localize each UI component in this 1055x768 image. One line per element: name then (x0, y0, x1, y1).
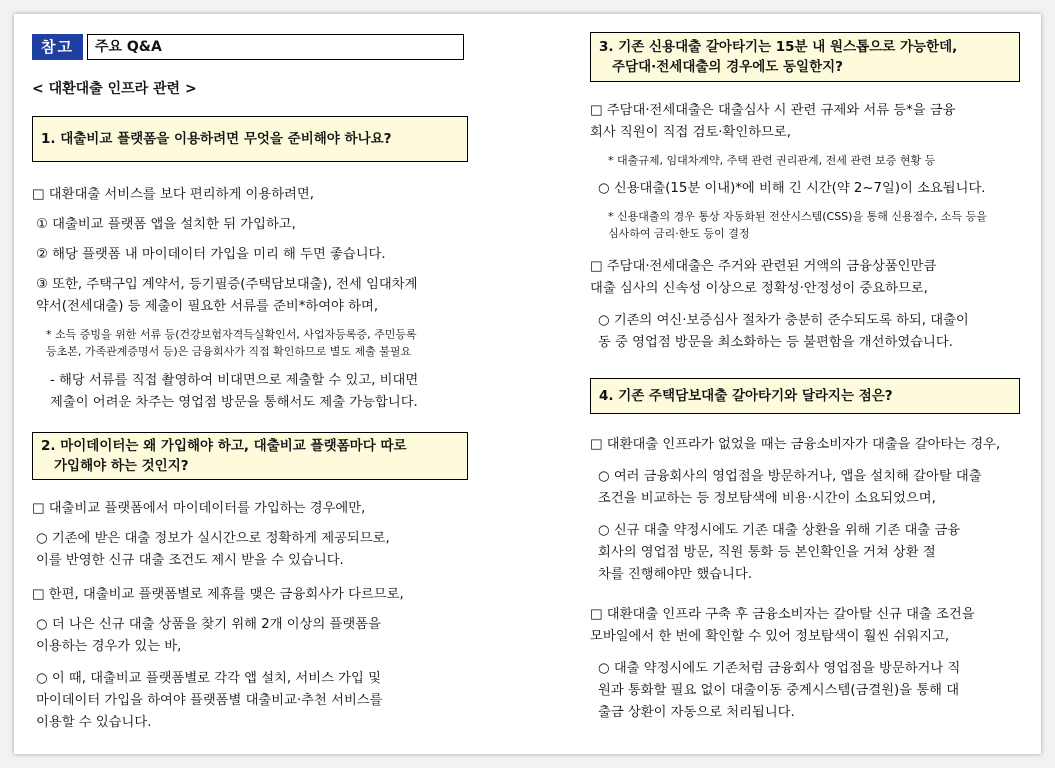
text-line: □ 대환대출 인프라 구축 후 금융소비자는 갈아탈 신규 대출 조건을 (590, 607, 975, 622)
question-2: 2. 마이데이터는 왜 가입해야 하고, 대출비교 플랫폼마다 따로 가입해야 하는 것인지? (32, 432, 468, 480)
text-line: * 대출규제, 임대차계약, 주택 관련 권리관계, 전세 관련 보증 현황 등 (608, 154, 936, 167)
text-line: □ 대환대출 서비스를 보다 편리하게 이용하려면, (32, 187, 314, 202)
footnote-income-docs (46, 326, 417, 360)
question-3: 3. 기존 신용대출 갈아타기는 15분 내 원스톱으로 가능한데, 주담대·전세대출의 경우에도 동일한지? (590, 32, 1020, 82)
text-line: 대출 심사의 신속성 이상으로 정확성·안정성이 중요하므로, (590, 281, 928, 296)
text-line: ○ 신규 대출 약정시에도 기존 대출 상환을 위해 기존 대출 금융 (598, 523, 961, 538)
text-line: □ 대출비교 플랫폼에서 마이데이터를 가입하는 경우에만, (32, 501, 366, 516)
paragraph-intro (32, 184, 314, 206)
text-line: 원과 통화할 필요 없이 대출이동 중계시스템(금결원)을 통해 대 (598, 683, 960, 698)
section-label: < 대환대출 인프라 관련 > (32, 81, 197, 97)
text-line: 약서(전세대출) 등 제출이 필요한 서류를 준비*하여야 하며, (36, 299, 379, 314)
paragraph-repayment-process (598, 520, 960, 586)
text-line: 차를 진행해야만 했습니다. (598, 567, 752, 582)
paragraph-mortgage-review (590, 100, 956, 144)
text-line: 이를 반영한 신규 대출 조건도 제시 받을 수 있습니다. (36, 553, 344, 568)
step-2 (36, 244, 386, 266)
text-line: ③ 또한, 주택구입 계약서, 등기필증(주택담보대출), 전세 임대차계 (36, 277, 418, 292)
text-line: ○ 대출 약정시에도 기존처럼 금융회사 영업점을 방문하거나 직 (598, 661, 961, 676)
text-line: 마이데이터 가입을 하여야 플랫폼별 대출비교·추천 서비스를 (36, 693, 383, 708)
text-line: ② 해당 플랫폼 내 마이데이터 가입을 미리 해 두면 좋습니다. (36, 247, 386, 262)
text-line: * 신용대출의 경우 통상 자동화된 전산시스템(CSS)을 통해 신용점수, 소득 등을 (608, 210, 987, 223)
text-line: 심사하여 금리·한도 등이 결정 (608, 227, 750, 240)
paragraph-time-required (598, 178, 986, 200)
text-line: 출금 상환이 자동으로 처리됩니다. (598, 705, 795, 720)
paragraph-mydata (32, 498, 365, 520)
paragraph-realtime-info (36, 528, 390, 572)
text-line: □ 주담대·전세대출은 주거와 관련된 거액의 금융상품인만큼 (590, 259, 937, 274)
text-line: ○ 이 때, 대출비교 플랫폼별로 각각 앱 설치, 서비스 가입 및 (36, 671, 381, 686)
footnote-credit-loan (608, 208, 987, 242)
step-1 (36, 214, 296, 236)
text-line: 제출이 어려운 차주는 영업점 방문을 통해서도 제출 가능합니다. (50, 395, 418, 410)
page-title: 주요 Q&A (87, 34, 464, 60)
text-line: ○ 더 나은 신규 대출 상품을 찾기 위해 2개 이상의 플랫폼을 (36, 617, 381, 632)
text-line: 회사의 영업점 방문, 직원 통화 등 본인확인을 거쳐 상환 절 (598, 545, 936, 560)
paragraph-improvements (598, 310, 969, 354)
paragraph-partners (32, 584, 404, 606)
text-line: 모바일에서 한 번에 확인할 수 있어 정보탐색이 훨씬 쉬워지고, (590, 629, 950, 644)
text-line: 회사 직원이 직접 검토·확인하므로, (590, 125, 791, 140)
text-line: - 해당 서류를 직접 촬영하여 비대면으로 제출할 수 있고, 비대면 (50, 373, 419, 388)
document-page (14, 14, 1041, 754)
paragraph-accuracy (590, 256, 936, 300)
footnote-regulations (608, 152, 935, 169)
page-header (32, 34, 464, 60)
paragraph-before-infra (590, 434, 1000, 456)
reference-tag: 참고 (32, 34, 83, 60)
text-line: 이용할 수 있습니다. (36, 715, 152, 730)
text-line: ○ 여러 금융회사의 영업점을 방문하거나, 앱을 설치해 갈아탈 대출 (598, 469, 982, 484)
step-3 (36, 274, 417, 318)
text-line: ○ 기존에 받은 대출 정보가 실시간으로 정확하게 제공되므로, (36, 531, 390, 546)
question-1: 1. 대출비교 플랫폼을 이용하려면 무엇을 준비해야 하나요? (32, 116, 468, 162)
paragraph-multiple-platforms (36, 614, 381, 658)
text-line: ○ 기존의 여신·보증심사 절차가 충분히 준수되도록 하되, 대출이 (598, 313, 969, 328)
text-line: □ 한편, 대출비교 플랫폼별로 제휴를 맺은 금융회사가 다르므로, (32, 587, 404, 602)
text-line: □ 대환대출 인프라가 없었을 때는 금융소비자가 대출을 갈아타는 경우, (590, 437, 1001, 452)
paragraph-app-install (36, 668, 382, 734)
paragraph-submission (50, 370, 418, 414)
text-line: 동 중 영업점 방문을 최소화하는 등 불편함을 개선하였습니다. (598, 335, 953, 350)
text-line: 이용하는 경우가 있는 바, (36, 639, 182, 654)
text-line: 등초본, 가족관계증명서 등)은 금융회사가 직접 확인하므로 별도 제출 불필요 (46, 345, 412, 358)
paragraph-auto-repayment (598, 658, 960, 724)
text-line: * 소득 증빙을 위한 서류 등(건강보험자격득실확인서, 사업자등록증, 주민등록 (46, 328, 417, 341)
paragraph-search-cost (598, 466, 982, 510)
text-line: □ 주담대·전세대출은 대출심사 시 관련 규제와 서류 등*을 금융 (590, 103, 956, 118)
text-line: ① 대출비교 플랫폼 앱을 설치한 뒤 가입하고, (36, 217, 296, 232)
question-4: 4. 기존 주택담보대출 갈아타기와 달라지는 점은? (590, 378, 1020, 414)
text-line: 조건을 비교하는 등 정보탐색에 비용·시간이 소요되었으며, (598, 491, 936, 506)
paragraph-after-infra (590, 604, 975, 648)
text-line: ○ 신용대출(15분 이내)*에 비해 긴 시간(약 2~7일)이 소요됩니다. (598, 181, 986, 196)
